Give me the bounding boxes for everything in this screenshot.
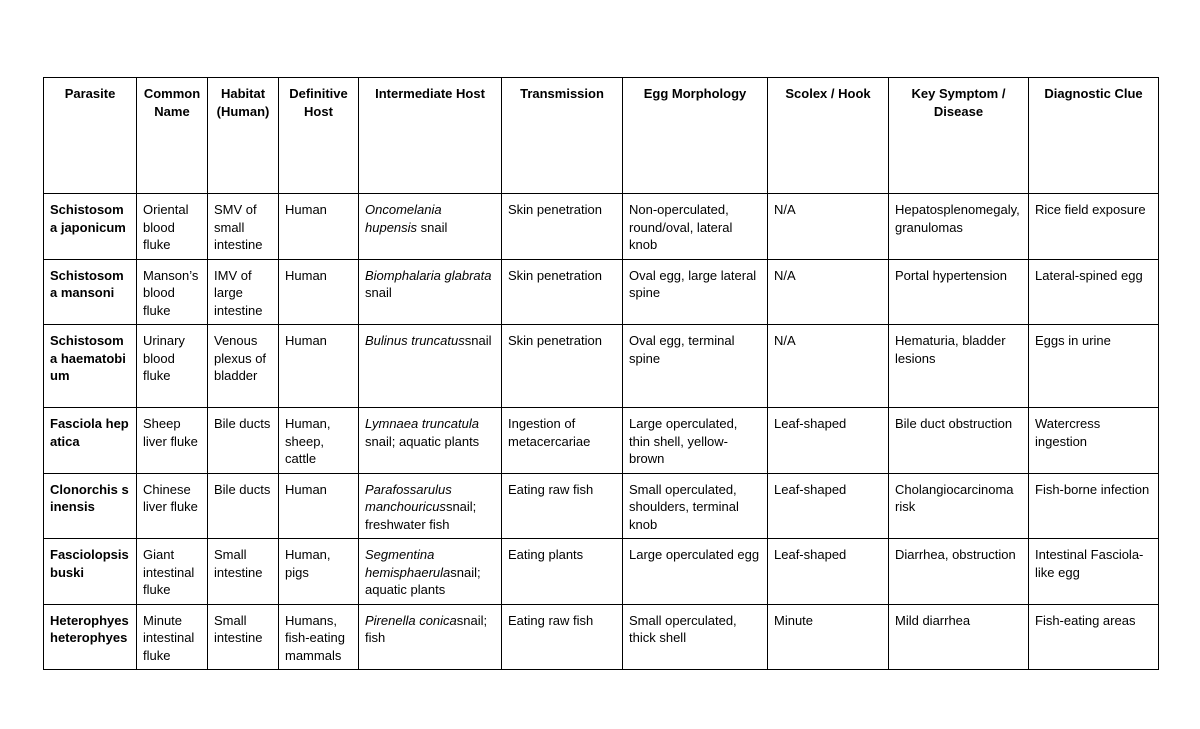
definitive-host-cell: Human, sheep, cattle — [279, 408, 359, 474]
habitat-cell: Bile ducts — [208, 408, 279, 474]
key-symptom-cell: Bile duct obstruction — [889, 408, 1029, 474]
egg-morphology-cell: Small operculated, shoulders, terminal knob — [623, 473, 768, 539]
definitive-host-cell: Human — [279, 473, 359, 539]
intermediate-host-species: Lymnaea truncatula — [365, 416, 479, 431]
common-name-cell: Manson’s blood fluke — [137, 259, 208, 325]
intermediate-host-cell — [359, 408, 502, 474]
intermediate-host-species: Segmentina hemisphaerula — [365, 547, 451, 580]
header-key-symptom: Key Symptom / Disease — [889, 78, 1029, 194]
scolex-hook-cell: N/A — [768, 325, 889, 408]
parasite-name-cell: Clonorchis sinensis — [44, 473, 137, 539]
header-habitat: Habitat (Human) — [208, 78, 279, 194]
intermediate-host-species: Oncomelania hupensis — [365, 202, 442, 235]
common-name-cell: Minute intestinal fluke — [137, 604, 208, 670]
definitive-host-cell: Humans, fish-eating mammals — [279, 604, 359, 670]
key-symptom-cell: Diarrhea, obstruction — [889, 539, 1029, 605]
key-symptom-cell: Hematuria, bladder lesions — [889, 325, 1029, 408]
habitat-cell: Venous plexus of bladder — [208, 325, 279, 408]
key-symptom-cell: Cholangiocarcinoma risk — [889, 473, 1029, 539]
egg-morphology-cell: Small operculated, thick shell — [623, 604, 768, 670]
header-parasite: Parasite — [44, 78, 137, 194]
diagnostic-clue-cell: Fish-borne infection — [1029, 473, 1159, 539]
scolex-hook-cell: N/A — [768, 259, 889, 325]
definitive-host-cell: Human — [279, 325, 359, 408]
header-common-name: Common Name — [137, 78, 208, 194]
scolex-hook-cell: Leaf-shaped — [768, 473, 889, 539]
habitat-cell: Small intestine — [208, 604, 279, 670]
header-transmission: Transmission — [502, 78, 623, 194]
intermediate-host-cell — [359, 194, 502, 260]
transmission-cell: Eating raw fish — [502, 604, 623, 670]
definitive-host-cell: Human — [279, 259, 359, 325]
header-definitive-host: Definitive Host — [279, 78, 359, 194]
key-symptom-cell: Hepatosplenomegaly, granulomas — [889, 194, 1029, 260]
table-row — [44, 259, 1159, 325]
scolex-hook-cell: Leaf-shaped — [768, 408, 889, 474]
diagnostic-clue-cell: Eggs in urine — [1029, 325, 1159, 408]
intermediate-host-detail: snail — [417, 219, 448, 235]
egg-morphology-cell: Large operculated egg — [623, 539, 768, 605]
intermediate-host-detail: snail; fish — [365, 612, 488, 645]
intermediate-host-species: Parafossarulus manchouricus — [365, 481, 452, 514]
common-name-cell: Sheep liver fluke — [137, 408, 208, 474]
table-row — [44, 539, 1159, 605]
definitive-host-cell: Human — [279, 194, 359, 260]
scolex-hook-cell: N/A — [768, 194, 889, 260]
scolex-hook-cell: Leaf-shaped — [768, 539, 889, 605]
intermediate-host-cell — [359, 473, 502, 539]
table-row — [44, 473, 1159, 539]
intermediate-host-cell — [359, 259, 502, 325]
parasite-name-cell: Schistosoma haematobium — [44, 325, 137, 408]
intermediate-host-cell — [359, 539, 502, 605]
intermediate-host-species: Bulinus truncatus — [365, 333, 465, 348]
intermediate-host-detail: snail — [365, 285, 392, 300]
transmission-cell: Ingestion of metacercariae — [502, 408, 623, 474]
habitat-cell: IMV of large intestine — [208, 259, 279, 325]
transmission-cell: Eating plants — [502, 539, 623, 605]
intermediate-host-species: Biomphalaria glabrata — [365, 267, 492, 283]
transmission-cell: Skin penetration — [502, 194, 623, 260]
habitat-cell: Small intestine — [208, 539, 279, 605]
table-row — [44, 604, 1159, 670]
table-row — [44, 408, 1159, 474]
egg-morphology-cell: Oval egg, terminal spine — [623, 325, 768, 408]
header-intermediate-host: Intermediate Host — [359, 78, 502, 194]
egg-morphology-cell: Non-operculated, round/oval, lateral knob — [623, 194, 768, 260]
intermediate-host-species: Pirenella conica — [365, 612, 457, 628]
header-scolex-hook: Scolex / Hook — [768, 78, 889, 194]
parasite-name-cell: Schistosoma mansoni — [44, 259, 137, 325]
transmission-cell: Skin penetration — [502, 325, 623, 408]
common-name-cell: Oriental blood fluke — [137, 194, 208, 260]
intermediate-host-cell — [359, 604, 502, 670]
egg-morphology-cell: Oval egg, large lateral spine — [623, 259, 768, 325]
diagnostic-clue-cell: Lateral-spined egg — [1029, 259, 1159, 325]
header-diagnostic-clue: Diagnostic Clue — [1029, 78, 1159, 194]
diagnostic-clue-cell: Fish-eating areas — [1029, 604, 1159, 670]
egg-morphology-cell: Large operculated, thin shell, yellow-brown — [623, 408, 768, 474]
table-row — [44, 325, 1159, 408]
diagnostic-clue-cell: Rice field exposure — [1029, 194, 1159, 260]
transmission-cell: Eating raw fish — [502, 473, 623, 539]
habitat-cell: SMV of small intestine — [208, 194, 279, 260]
parasite-name-cell: Fasciolopsis buski — [44, 539, 137, 605]
table-row — [44, 194, 1159, 260]
intermediate-host-detail: snail; aquatic plants — [365, 564, 481, 597]
key-symptom-cell: Mild diarrhea — [889, 604, 1029, 670]
intermediate-host-detail: snail — [464, 333, 492, 348]
diagnostic-clue-cell: Watercress ingestion — [1029, 408, 1159, 474]
transmission-cell: Skin penetration — [502, 259, 623, 325]
parasite-name-cell: Schistosoma japonicum — [44, 194, 137, 260]
parasite-name-cell: Heterophyes heterophyes — [44, 604, 137, 670]
common-name-cell: Chinese liver fluke — [137, 473, 208, 539]
parasite-comparison-table — [43, 77, 1159, 670]
intermediate-host-detail: snail; aquatic plants — [365, 433, 480, 449]
scolex-hook-cell: Minute — [768, 604, 889, 670]
diagnostic-clue-cell: Intestinal Fasciola-like egg — [1029, 539, 1159, 605]
header-egg-morphology: Egg Morphology — [623, 78, 768, 194]
common-name-cell: Giant intestinal fluke — [137, 539, 208, 605]
header-row — [44, 78, 1159, 194]
key-symptom-cell: Portal hypertension — [889, 259, 1029, 325]
definitive-host-cell: Human, pigs — [279, 539, 359, 605]
common-name-cell: Urinary blood fluke — [137, 325, 208, 408]
intermediate-host-detail: snail; freshwater fish — [365, 499, 477, 532]
parasite-name-cell: Fasciola hepatica — [44, 408, 137, 474]
habitat-cell: Bile ducts — [208, 473, 279, 539]
intermediate-host-cell — [359, 325, 502, 408]
